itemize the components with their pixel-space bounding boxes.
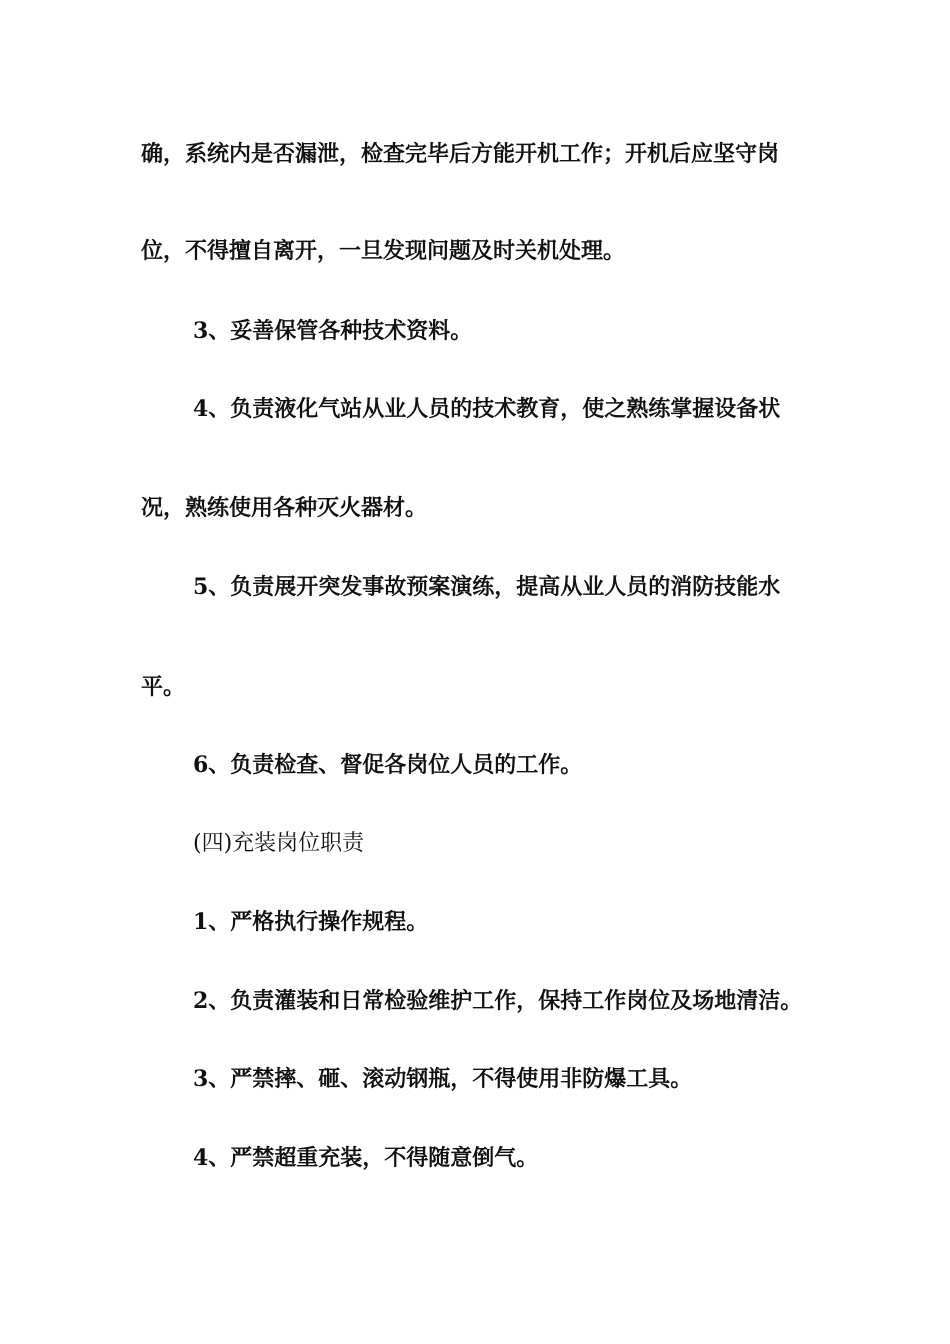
paragraph-line: 确，系统内是否漏泄，检查完毕后方能开机工作；开机后应坚守岗 [141,141,780,167]
section-heading: (四)充装岗位职责 [193,831,365,856]
list-item: 6、负责检查、督促各岗位人员的工作。 [193,752,583,778]
list-item: 3、妥善保管各种技术资料。 [193,318,473,344]
paragraph-line: 况，熟练使用各种灭火器材。 [141,495,428,521]
list-item: 4、严禁超重充装，不得随意倒气。 [193,1145,539,1171]
paragraph-line: 位，不得擅自离开，一旦发现问题及时关机处理。 [141,238,626,264]
list-item: 1、严格执行操作规程。 [193,909,429,935]
list-item: 4、负责液化气站从业人员的技术教育，使之熟练掌握设备状 [193,396,781,422]
list-item: 3、严禁摔、砸、滚动钢瓶，不得使用非防爆工具。 [193,1066,693,1092]
list-item: 2、负责灌装和日常检验维护工作，保持工作岗位及场地清洁。 [193,988,803,1014]
list-item: 5、负责展开突发事故预案演练，提高从业人员的消防技能水 [193,574,781,600]
paragraph-line: 平。 [141,674,186,700]
